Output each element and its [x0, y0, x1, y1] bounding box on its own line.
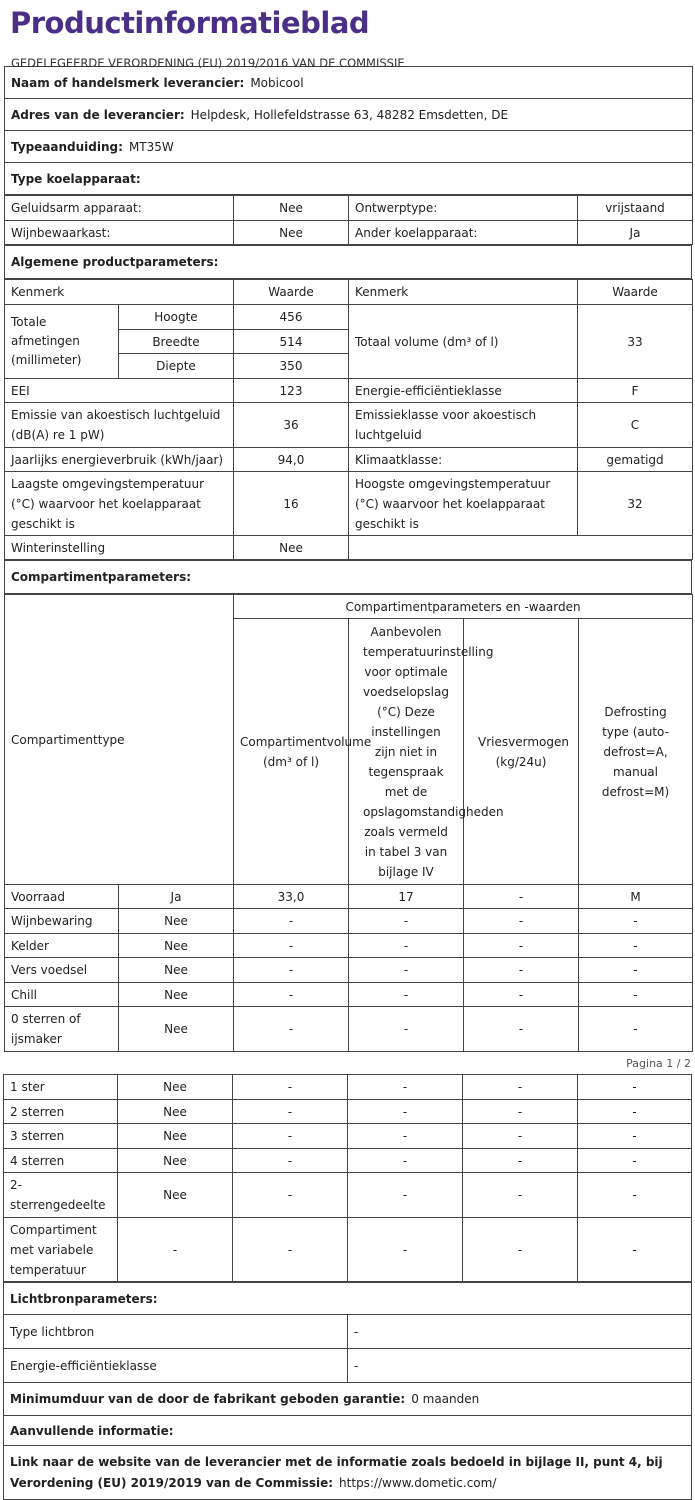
- type-table: [4, 195, 693, 245]
- table-cell: -: [578, 1173, 692, 1218]
- table-row: [5, 221, 693, 245]
- table-cell: -: [348, 1315, 692, 1349]
- general-heading-table: [4, 245, 692, 279]
- table-cell: -: [579, 934, 693, 958]
- table-cell: -: [578, 1218, 692, 1282]
- table-cell: Nee: [234, 196, 349, 221]
- table-cell: Adres van de leverancier:: [11, 107, 185, 122]
- warranty-row: [4, 1383, 692, 1416]
- table-cell: 456: [234, 305, 349, 330]
- table-cell: -: [348, 1124, 463, 1149]
- table-row: [4, 1218, 692, 1282]
- general-table: [4, 279, 693, 560]
- dims-label: Totale afmetingen (millimeter): [5, 305, 119, 379]
- table-row: [5, 909, 693, 934]
- table-cell: 3 sterren: [4, 1124, 118, 1149]
- table-cell: Type lichtbron: [4, 1315, 348, 1349]
- table-cell: Nee: [119, 909, 234, 934]
- table-cell: -: [578, 1075, 692, 1100]
- table-cell: Aanbevolen temperatuurinstelling voor optimale voedselopslag (°C) Deze instellingen zijn niet in tegenspraak met de opslagomstandigheden zoals vermeld in tabel 3 van bijlage IV: [349, 619, 464, 885]
- table-cell: Diepte: [119, 354, 234, 379]
- table-cell: -: [233, 1124, 348, 1149]
- table-cell: Naam of handelsmerk leverancier:: [11, 75, 245, 90]
- table-cell: 123: [234, 379, 349, 403]
- table-cell: -: [234, 934, 349, 958]
- table-row: [4, 1173, 692, 1218]
- table-cell: -: [579, 909, 693, 934]
- table-cell: Ander koelapparaat:: [349, 221, 578, 245]
- table-cell: 17: [349, 885, 464, 909]
- table-cell: 2 sterren: [4, 1100, 118, 1124]
- table-cell: -: [349, 909, 464, 934]
- table-cell: Emissie van akoestisch luchtgeluid (dB(A) re 1 pW): [5, 403, 234, 448]
- table-cell: Hoogste omgevingstemperatuur (°C) waarvoor het koelapparaat geschikt is: [349, 472, 578, 536]
- table-cell: 1 ster: [4, 1075, 118, 1100]
- table-cell: Nee: [119, 1007, 234, 1052]
- table-cell: 350: [234, 354, 349, 379]
- table-cell: gematigd: [578, 448, 693, 472]
- table-cell: -: [233, 1100, 348, 1124]
- table-cell: Ja: [119, 885, 234, 909]
- table-cell: -: [234, 1007, 349, 1052]
- supplier-address-row: [5, 99, 693, 131]
- table-cell: Nee: [118, 1075, 233, 1100]
- table-cell: Kenmerk: [349, 280, 578, 305]
- table-cell: Winterinstelling: [5, 536, 234, 560]
- table-cell: Ja: [578, 221, 693, 245]
- table-cell: -: [234, 909, 349, 934]
- table-cell: Energie-efficiëntieklasse: [349, 379, 578, 403]
- table-cell: Totaal volume (dm³ of l): [349, 305, 578, 379]
- table-cell: -: [233, 1218, 348, 1282]
- table-cell: Ontwerptype:: [349, 196, 578, 221]
- table-row: [5, 196, 693, 221]
- table-cell: 33,0: [234, 885, 349, 909]
- table-cell: Vers voedsel: [5, 958, 119, 983]
- compartments-heading: Compartimentparameters:: [5, 561, 692, 594]
- table-cell: Kenmerk: [5, 280, 234, 305]
- table-cell: Kelder: [5, 934, 119, 958]
- table-cell: Klimaatklasse:: [349, 448, 578, 472]
- table-cell: -: [464, 983, 579, 1007]
- table-cell: -: [463, 1075, 578, 1100]
- table-cell: Typeaanduiding:: [11, 139, 123, 154]
- table-cell: -: [463, 1149, 578, 1173]
- table-cell: Wijnbewaring: [5, 909, 119, 934]
- table-row: [5, 1007, 693, 1052]
- table-row: [4, 1349, 692, 1383]
- table-cell: vrijstaand: [578, 196, 693, 221]
- table-cell: -: [578, 1124, 692, 1149]
- table-cell: C: [578, 403, 693, 448]
- table-cell: -: [348, 1149, 463, 1173]
- table-row: [4, 1149, 692, 1173]
- table-row: [4, 1124, 692, 1149]
- table-cell: Voorraad: [5, 885, 119, 909]
- table-cell: -: [579, 1007, 693, 1052]
- table-cell: Nee: [119, 958, 234, 983]
- table-cell: Vriesvermogen (kg/24u): [464, 619, 579, 885]
- table-cell: -: [233, 1075, 348, 1100]
- light-table: [3, 1282, 692, 1500]
- table-cell: -: [578, 1149, 692, 1173]
- table-row: [5, 885, 693, 909]
- table-cell: Compartiment met variabele temperatuur: [4, 1218, 118, 1282]
- table-cell: 4 sterren: [4, 1149, 118, 1173]
- table-cell: -: [348, 1349, 692, 1383]
- table-cell: Emissieklasse voor akoestisch luchtgeluid: [349, 403, 578, 448]
- table-cell: F: [578, 379, 693, 403]
- table-row: [4, 1075, 692, 1100]
- table-cell: Mobicool: [250, 75, 304, 90]
- table-cell: Waarde: [234, 280, 349, 305]
- table-cell: -: [348, 1100, 463, 1124]
- table-cell: -: [464, 909, 579, 934]
- table-cell: -: [463, 1173, 578, 1218]
- table-cell: -: [118, 1218, 233, 1282]
- table-cell: MT35W: [128, 139, 174, 154]
- table-cell: -: [233, 1173, 348, 1218]
- product-info-sheet: [4, 0, 692, 1052]
- compartment-rows-page1: [5, 885, 693, 1052]
- table-cell: Nee: [118, 1100, 233, 1124]
- table-cell: Link naar de website van de leverancier met de informatie zoals bedoeld in bijlage II, punt 4, bij Verordening (EU) 2019/2019 van de Commissie:: [10, 1454, 663, 1490]
- table-cell: -: [234, 983, 349, 1007]
- table-cell: 32: [578, 472, 693, 536]
- supplier-name-row: [5, 67, 693, 99]
- table-cell: Compartimenttype: [5, 595, 234, 885]
- page-title: Productinformatieblad: [10, 6, 370, 40]
- table-cell: 33: [578, 305, 693, 379]
- table-cell: Wijnbewaarkast:: [5, 221, 234, 245]
- table-cell: -: [463, 1100, 578, 1124]
- table-cell: -: [349, 958, 464, 983]
- table-cell: Chill: [5, 983, 119, 1007]
- table-cell: Compartimentvolume (dm³ of l): [234, 619, 349, 885]
- compartments-heading-table: [4, 560, 692, 594]
- page-subtitle: GEDELEGEERDE VERORDENING (EU) 2019/2016 VAN DE COMMISSIE: [11, 56, 405, 70]
- page-two: [3, 1074, 691, 1500]
- table-cell: 94,0: [234, 448, 349, 472]
- table-cell: -: [463, 1218, 578, 1282]
- link-row: [4, 1446, 692, 1500]
- page-number: Pagina 1 / 2: [626, 1057, 691, 1070]
- table-cell: -: [464, 1007, 579, 1052]
- table-cell: M: [579, 885, 693, 909]
- table-cell: Hoogte: [119, 305, 234, 330]
- table-cell: -: [464, 934, 579, 958]
- light-heading: Lichtbronparameters:: [4, 1283, 692, 1315]
- table-cell: Jaarlijks energieverbruik (kWh/jaar): [5, 448, 234, 472]
- table-cell: Compartimentparameters en -waarden: [234, 595, 693, 619]
- table-cell: -: [464, 958, 579, 983]
- table-cell: -: [234, 958, 349, 983]
- table-cell: -: [348, 1218, 463, 1282]
- table-cell: Nee: [234, 221, 349, 245]
- table-cell: 36: [234, 403, 349, 448]
- table-cell: -: [233, 1149, 348, 1173]
- table-cell: -: [579, 983, 693, 1007]
- table-cell: Breedte: [119, 330, 234, 354]
- table-cell: -: [349, 983, 464, 1007]
- table-cell: -: [578, 1100, 692, 1124]
- table-cell: Energie-efficiëntieklasse: [4, 1349, 348, 1383]
- table-row: [5, 958, 693, 983]
- general-heading: Algemene productparameters:: [5, 246, 692, 279]
- table-cell: Nee: [118, 1124, 233, 1149]
- table-cell: Nee: [118, 1173, 233, 1218]
- extra-info-heading: Aanvullende informatie:: [4, 1416, 692, 1446]
- supplier-table: [4, 66, 693, 195]
- table-cell: Nee: [118, 1149, 233, 1173]
- table-cell: -: [464, 885, 579, 909]
- model-row: [5, 131, 693, 163]
- table-row: [5, 983, 693, 1007]
- table-cell: Minimumduur van de door de fabrikant geboden garantie:: [10, 1392, 406, 1406]
- table-cell: Waarde: [578, 280, 693, 305]
- table-cell: -: [349, 1007, 464, 1052]
- table-cell: -: [349, 934, 464, 958]
- table-row: [4, 1315, 692, 1349]
- compartments-table: [4, 594, 693, 1052]
- table-cell: EEI: [5, 379, 234, 403]
- table-cell: Nee: [234, 536, 349, 560]
- table-cell: -: [579, 958, 693, 983]
- table-cell: 0 maanden: [411, 1392, 480, 1406]
- table-cell: Helpdesk, Hollefeldstrasse 63, 48282 Emsdetten, DE: [190, 107, 509, 122]
- table-row: [5, 934, 693, 958]
- type-heading: Type koelapparaat:: [5, 163, 693, 195]
- table-cell: Nee: [119, 934, 234, 958]
- table-cell: -: [348, 1173, 463, 1218]
- table-cell: 514: [234, 330, 349, 354]
- table-cell: -: [463, 1124, 578, 1149]
- compartments-table-continued: [3, 1074, 692, 1282]
- table-cell: Nee: [119, 983, 234, 1007]
- table-cell: -: [348, 1075, 463, 1100]
- table-cell: 0 sterren of ijsmaker: [5, 1007, 119, 1052]
- table-cell: 16: [234, 472, 349, 536]
- table-cell: 2-sterrengedeelte: [4, 1173, 118, 1218]
- table-cell: Laagste omgevingstemperatuur (°C) waarvoor het koelapparaat geschikt is: [5, 472, 234, 536]
- table-cell: Geluidsarm apparaat:: [5, 196, 234, 221]
- supplier-website-link[interactable]: https://www.dometic.com/: [339, 1475, 497, 1490]
- table-cell: Defrosting type (auto-defrost=A, manual defrost=M): [579, 619, 693, 885]
- table-row: [4, 1100, 692, 1124]
